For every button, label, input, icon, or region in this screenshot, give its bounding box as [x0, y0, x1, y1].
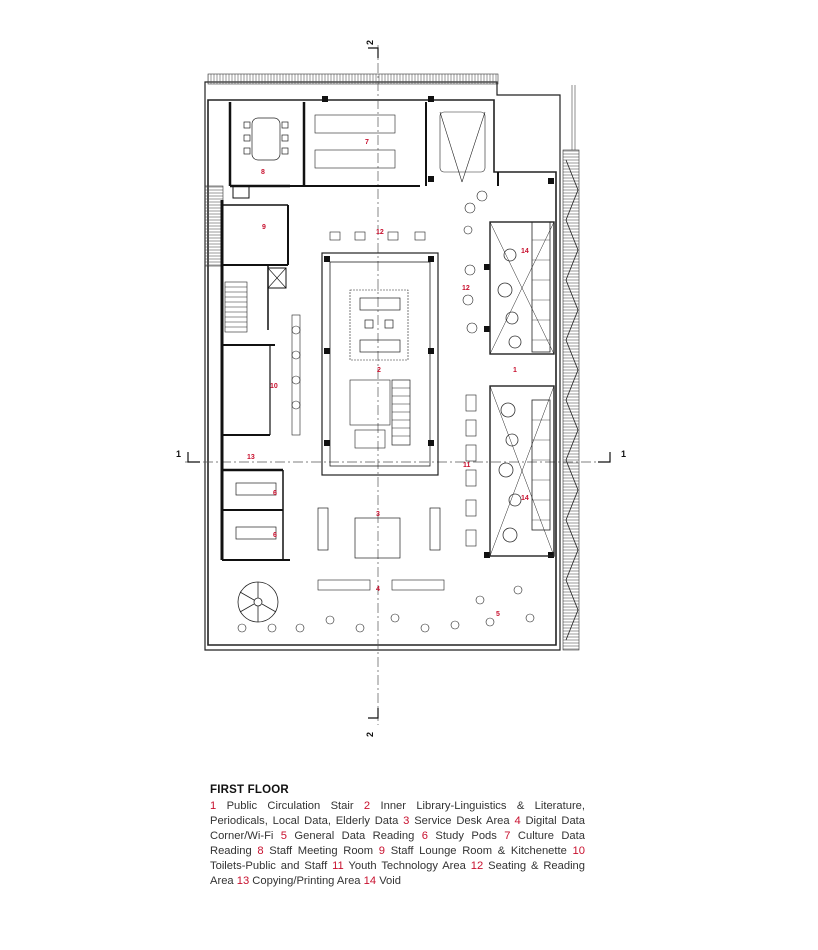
- room-label-12b: 12: [462, 285, 470, 292]
- legend-item-number: 12: [470, 860, 484, 872]
- room-label-6a: 6: [273, 490, 277, 497]
- legend-item: [332, 860, 471, 872]
- room-label-7: 7: [365, 139, 369, 146]
- room-label-10: 10: [270, 383, 278, 390]
- section-marker-bottom: 2: [365, 731, 375, 737]
- legend-body: [210, 799, 585, 889]
- legend-item: [237, 875, 364, 887]
- legend-item-number: 11: [332, 860, 344, 872]
- room-label-12a: 12: [376, 229, 384, 236]
- legend-item: [403, 815, 514, 827]
- legend-item: [210, 800, 364, 812]
- section-marker-right: 1: [621, 449, 627, 459]
- legend-item-number: 6: [421, 830, 428, 842]
- room-label-9: 9: [262, 224, 266, 231]
- legend-item: [379, 845, 573, 857]
- legend-item-text: Copying/Printing Area: [249, 875, 364, 887]
- stair-left: [225, 282, 247, 332]
- room-label-6b: 6: [273, 532, 277, 539]
- legend-item-number: 7: [504, 830, 511, 842]
- outer-slab: [205, 82, 560, 650]
- inner-library: [322, 253, 438, 475]
- digital-tables: [318, 580, 444, 590]
- void-area: [490, 222, 554, 556]
- general-reading: [238, 586, 534, 632]
- section-marker-left: 1: [176, 449, 182, 459]
- legend-item-text: Youth Technology Area: [343, 860, 471, 872]
- legend-item-text: Digital Data Corner/Wi-Fi: [210, 815, 585, 842]
- legend-item: [364, 875, 401, 887]
- section-lines: [185, 45, 610, 725]
- void-planting: [498, 249, 521, 542]
- legend-item-text: Toilets-Public and Staff: [210, 860, 333, 872]
- legend-item-number: 14: [363, 875, 377, 887]
- legend-item-text: Seating & Reading Area: [210, 860, 585, 887]
- legend-item-number: 8: [257, 845, 264, 857]
- meeting-table: [244, 118, 288, 160]
- room-label-11: 11: [463, 462, 471, 469]
- legend-item-text: General Data Reading: [287, 830, 422, 842]
- room-label-3: 3: [376, 511, 380, 518]
- room-label-13: 13: [247, 454, 255, 461]
- legend-item-text: Culture Data Reading: [210, 830, 585, 857]
- legend-item-number: 9: [378, 845, 386, 857]
- legend-item-number: 1: [210, 800, 217, 812]
- legend-item-number: 13: [236, 875, 250, 887]
- room-label-4: 4: [376, 586, 380, 593]
- legend-item-text: Staff Meeting Room: [263, 845, 379, 857]
- room-label-8: 8: [261, 169, 265, 176]
- legend-item-number: 2: [363, 800, 371, 812]
- legend-item-number: 3: [403, 815, 410, 827]
- room-label-2: 2: [377, 367, 381, 374]
- hatched-edges: [205, 74, 579, 650]
- legend-item-number: 5: [280, 830, 288, 842]
- spiral-stair: [238, 582, 278, 622]
- room-label-1: 1: [513, 367, 517, 374]
- legend-title: FIRST FLOOR: [210, 784, 289, 796]
- legend-item-text: Inner Library-Linguistics & Literature, Periodicals, Local Data, Elderly Data: [210, 800, 585, 827]
- section-marker-top: 2: [365, 39, 375, 45]
- room-label-5: 5: [496, 611, 500, 618]
- legend-item-text: Study Pods: [427, 830, 505, 842]
- legend-item: [422, 830, 505, 842]
- legend-item-number: 10: [572, 845, 585, 857]
- culture-tables: [315, 112, 485, 182]
- legend-item-text: Void: [376, 875, 401, 887]
- legend-item-number: 4: [514, 815, 521, 827]
- legend-item: [257, 845, 378, 857]
- legend-item: [281, 830, 422, 842]
- legend: [210, 783, 585, 889]
- legend-item-text: Staff Lounge Room & Kitchenette: [385, 845, 573, 857]
- legend-item-text: Service Desk Area: [409, 815, 515, 827]
- room-label-14b: 14: [521, 495, 529, 502]
- room-label-14a: 14: [521, 248, 529, 255]
- seating-clusters: [292, 191, 487, 546]
- legend-item-text: Public Circulation Stair: [216, 800, 364, 812]
